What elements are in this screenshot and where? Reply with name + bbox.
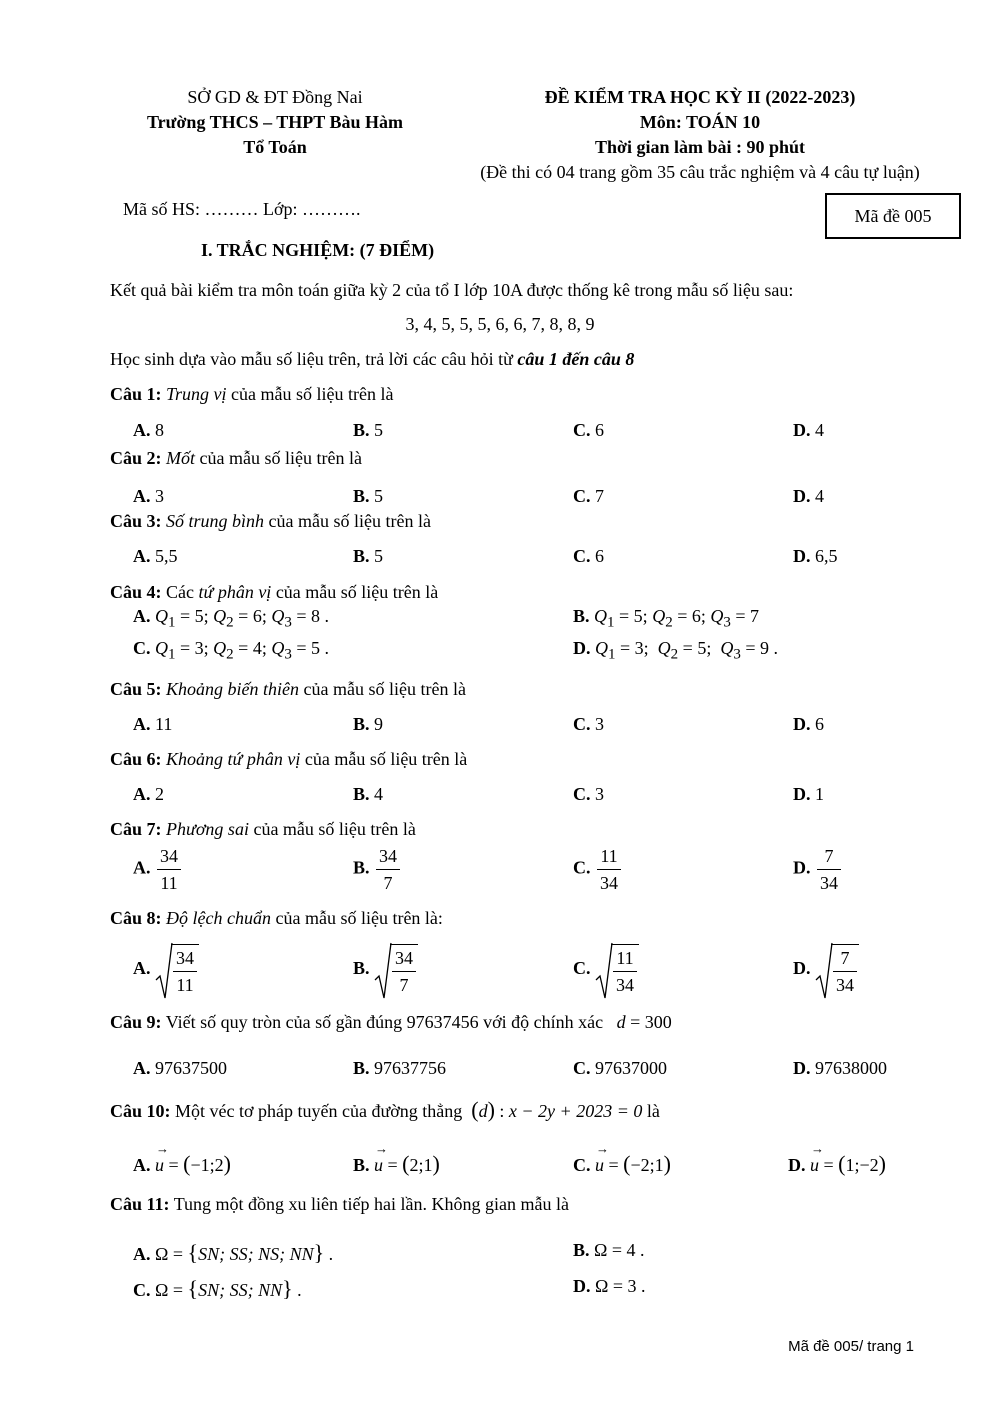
- question-7: Câu 7: Phương sai của mẫu số liệu trên là: [110, 819, 416, 839]
- q2-option-d[interactable]: D. 4: [793, 486, 824, 506]
- q11-option-a[interactable]: A. Ω = {SN; SS; NS; NN} .: [133, 1240, 334, 1265]
- q11-option-d[interactable]: D. Ω = 3 .: [573, 1276, 646, 1296]
- exam-code: Mã đề 005: [854, 205, 932, 226]
- q6-option-a[interactable]: A. 2: [133, 784, 164, 804]
- q7-option-c[interactable]: C. $\frac{11}{34}$: [573, 843, 623, 896]
- q5-option-c[interactable]: C. 3: [573, 714, 604, 734]
- q11-option-c[interactable]: C. Ω = {SN; SS; NN} .: [133, 1276, 302, 1301]
- school-name: Trường THCS – THPT Bàu Hàm: [147, 112, 403, 132]
- q3-option-a[interactable]: A. 5,5: [133, 546, 178, 566]
- school-dept: SỞ GD & ĐT Đồng Nai: [187, 87, 363, 107]
- q5-option-d[interactable]: D. 6: [793, 714, 824, 734]
- q7-option-d[interactable]: D. $\frac{7}{34}$: [793, 843, 843, 896]
- q2-option-c[interactable]: C. 7: [573, 486, 604, 506]
- q9-option-d[interactable]: D. 97638000: [793, 1058, 887, 1078]
- question-5: Câu 5: Khoảng biến thiên của mẫu số liệu trên là: [110, 679, 466, 699]
- exam-note: (Đề thi có 04 trang gồm 35 câu trắc nghiệm và 4 câu tự luận): [480, 162, 920, 182]
- q10-option-d[interactable]: D. → u = (1;−2): [788, 1141, 886, 1176]
- q1-option-a[interactable]: A. 8: [133, 420, 164, 440]
- exam-code-box: [825, 193, 961, 239]
- q9-option-b[interactable]: B. 97637756: [353, 1058, 447, 1078]
- q2-option-a[interactable]: A. 3: [133, 486, 164, 506]
- q1-option-c[interactable]: C. 6: [573, 420, 604, 440]
- exam-time: Thời gian làm bài : 90 phút: [594, 137, 806, 157]
- question-3: Câu 3: Số trung bình của mẫu số liệu trên là: [110, 511, 431, 531]
- q10-option-a[interactable]: A. → u = (−1;2): [133, 1141, 231, 1176]
- q6-option-c[interactable]: C. 3: [573, 784, 604, 804]
- instruction: Học sinh dựa vào mẫu số liệu trên, trả lời các câu hỏi từ câu 1 đến câu 8: [110, 349, 635, 369]
- question-2: Câu 2: Mốt của mẫu số liệu trên là: [110, 448, 362, 468]
- exam-subject: Môn: TOÁN 10: [639, 112, 761, 132]
- q5-option-a[interactable]: A. 11: [133, 714, 173, 734]
- student-info: Mã số HS: ……… Lớp: ……….: [123, 199, 361, 219]
- section-title: I. TRẮC NGHIỆM: (7 ĐIỂM): [201, 240, 435, 260]
- q9-option-a[interactable]: A. 97637500: [133, 1058, 227, 1078]
- q3-option-d[interactable]: D. 6,5: [793, 546, 838, 566]
- q7-option-b[interactable]: B. $\frac{34}{7}$: [353, 843, 402, 896]
- q8-option-a[interactable]: A. $\frac{34}{11}$: [133, 942, 199, 998]
- q10-option-c[interactable]: C. → u = (−2;1): [573, 1141, 671, 1176]
- question-10: Câu 10: Một véc tơ pháp tuyến của đường thẳng (d) : x − 2y + 2023 = 0 là: [110, 1097, 660, 1122]
- sqrt-symbol: $\frac{11}{34}$: [595, 942, 639, 998]
- page-footer: Mã đề 005/ trang 1: [788, 1338, 914, 1355]
- q4-option-d[interactable]: D. $Q_1 = 3$; $Q_2 = 5$; $Q_3 = 9$ .: [573, 638, 778, 663]
- question-1: Câu 1: Trung vị của mẫu số liệu trên là: [110, 384, 394, 404]
- q6-option-d[interactable]: D. 1: [793, 784, 824, 804]
- q4-option-a[interactable]: A. $Q_1 = 5$; $Q_2 = 6$; $Q_3 = 8$ .: [133, 606, 329, 631]
- q8-option-b[interactable]: B. $\frac{34}{7}$: [353, 942, 418, 998]
- q4-option-b[interactable]: B. $Q_1 = 5$; $Q_2 = 6$; $Q_3 = 7$: [573, 606, 760, 631]
- q2-option-b[interactable]: B. 5: [353, 486, 384, 506]
- q11-option-b[interactable]: B. Ω = 4 .: [573, 1240, 645, 1260]
- sqrt-symbol: $\frac{34}{7}$: [374, 942, 418, 998]
- school-group: Tổ Toán: [243, 137, 307, 157]
- question-8: Câu 8: Độ lệch chuẩn của mẫu số liệu trên là:: [110, 908, 443, 928]
- data-sample: 3, 4, 5, 5, 5, 6, 6, 7, 8, 8, 9: [405, 314, 595, 334]
- question-9: Câu 9: Viết số quy tròn của số gần đúng 97637456 với độ chính xác d = 300: [110, 1012, 672, 1032]
- question-6: Câu 6: Khoảng tứ phân vị của mẫu số liệu trên là: [110, 749, 468, 769]
- q3-option-b[interactable]: B. 5: [353, 546, 384, 566]
- q1-option-d[interactable]: D. 4: [793, 420, 824, 440]
- exam-title: ĐỀ KIỂM TRA HỌC KỲ II (2022-2023): [544, 87, 856, 107]
- question-11: Câu 11: Tung một đồng xu liên tiếp hai lần. Không gian mẫu là: [110, 1194, 569, 1214]
- q5-option-b[interactable]: B. 9: [353, 714, 384, 734]
- q8-option-d[interactable]: D. $\frac{7}{34}$: [793, 942, 859, 998]
- q1-option-b[interactable]: B. 5: [353, 420, 384, 440]
- q10-option-b[interactable]: B. → u = (2;1): [353, 1141, 440, 1176]
- q3-option-c[interactable]: C. 6: [573, 546, 604, 566]
- sqrt-symbol: $\frac{34}{11}$: [155, 942, 199, 998]
- intro-text: Kết quả bài kiểm tra môn toán giữa kỳ 2 của tổ I lớp 10A được thống kê trong mẫu số liệu sau:: [110, 280, 794, 300]
- q4-option-c[interactable]: C. $Q_1 = 3$; $Q_2 = 4$; $Q_3 = 5$ .: [133, 638, 329, 663]
- q7-option-a[interactable]: A. $\frac{34}{11}$: [133, 843, 183, 896]
- q9-option-c[interactable]: C. 97637000: [573, 1058, 667, 1078]
- q8-option-c[interactable]: C. $\frac{11}{34}$: [573, 942, 639, 998]
- question-4: Câu 4: Các tứ phân vị của mẫu số liệu trên là: [110, 582, 439, 602]
- sqrt-symbol: $\frac{7}{34}$: [815, 942, 859, 998]
- q6-option-b[interactable]: B. 4: [353, 784, 384, 804]
